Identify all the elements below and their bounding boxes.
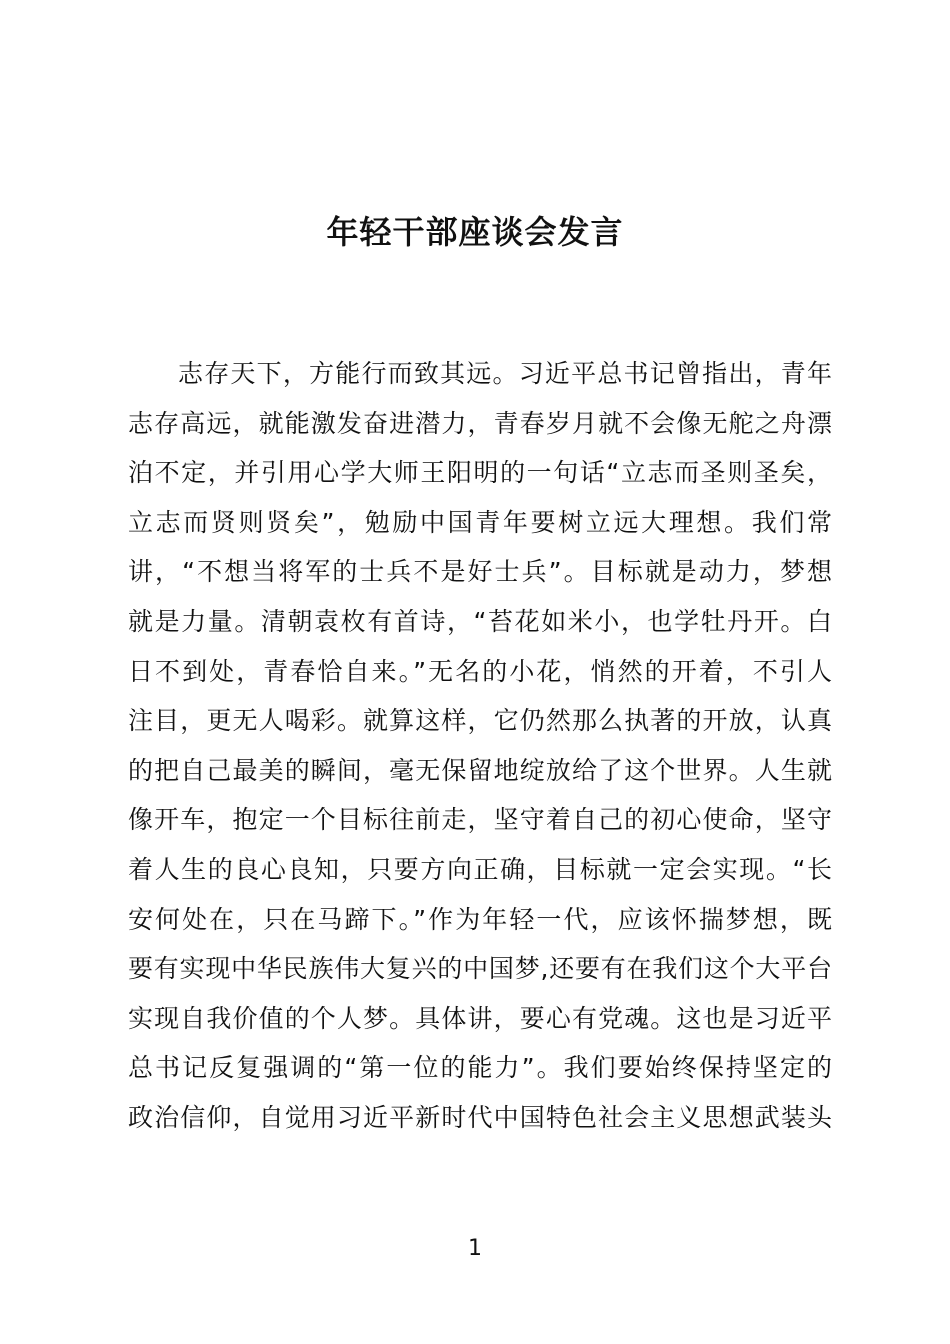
body-line: 志存天下，方能行而致其远。习近平总书记曾指出，青年 bbox=[178, 359, 832, 388]
body-line: 注目，更无人喝彩。就算这样，它仍然那么执著的开放，认真 bbox=[128, 706, 832, 736]
body-line: 志存高远，就能激发奋进潜力，青春岁月就不会像无舵之舟漂 bbox=[128, 408, 832, 438]
body-line: 日不到处，青春恰自来。”无名的小花，悄然的开着，不引人 bbox=[128, 656, 832, 686]
body-line: 像开车，抱定一个目标往前走，坚守着自己的初心使命，坚守 bbox=[128, 805, 832, 835]
body-line: 政治信仰，自觉用习近平新时代中国特色社会主义思想武装头 bbox=[128, 1102, 832, 1132]
body-line: 泊不定，并引用心学大师王阳明的一句话“立志而圣则圣矣， bbox=[128, 458, 832, 488]
body-line: 立志而贤则贤矣”，勉励中国青年要树立远大理想。我们常 bbox=[128, 507, 832, 537]
page-number: 1 bbox=[468, 1236, 482, 1261]
body-line: 的把自己最美的瞬间，毫无保留地绽放给了这个世界。人生就 bbox=[128, 755, 832, 785]
body-line: 实现自我价值的个人梦。具体讲，要心有党魂。这也是习近平 bbox=[128, 1003, 832, 1033]
body-line: 就是力量。清朝袁枚有首诗，“苔花如米小，也学牡丹开。白 bbox=[128, 606, 832, 636]
body-line: 要有实现中华民族伟大复兴的中国梦,还要有在我们这个大平台 bbox=[128, 954, 832, 984]
body-line: 安何处在，只在马蹄下。”作为年轻一代，应该怀揣梦想，既 bbox=[128, 904, 832, 934]
document-body bbox=[128, 349, 832, 1143]
document-title: 年轻干部座谈会发言 bbox=[326, 213, 624, 251]
body-line: 着人生的良心良知，只要方向正确，目标就一定会实现。“长 bbox=[128, 854, 832, 884]
body-line: 讲，“不想当将军的士兵不是好士兵”。目标就是动力，梦想 bbox=[128, 557, 832, 587]
body-line: 总书记反复强调的“第一位的能力”。我们要始终保持坚定的 bbox=[128, 1053, 832, 1083]
